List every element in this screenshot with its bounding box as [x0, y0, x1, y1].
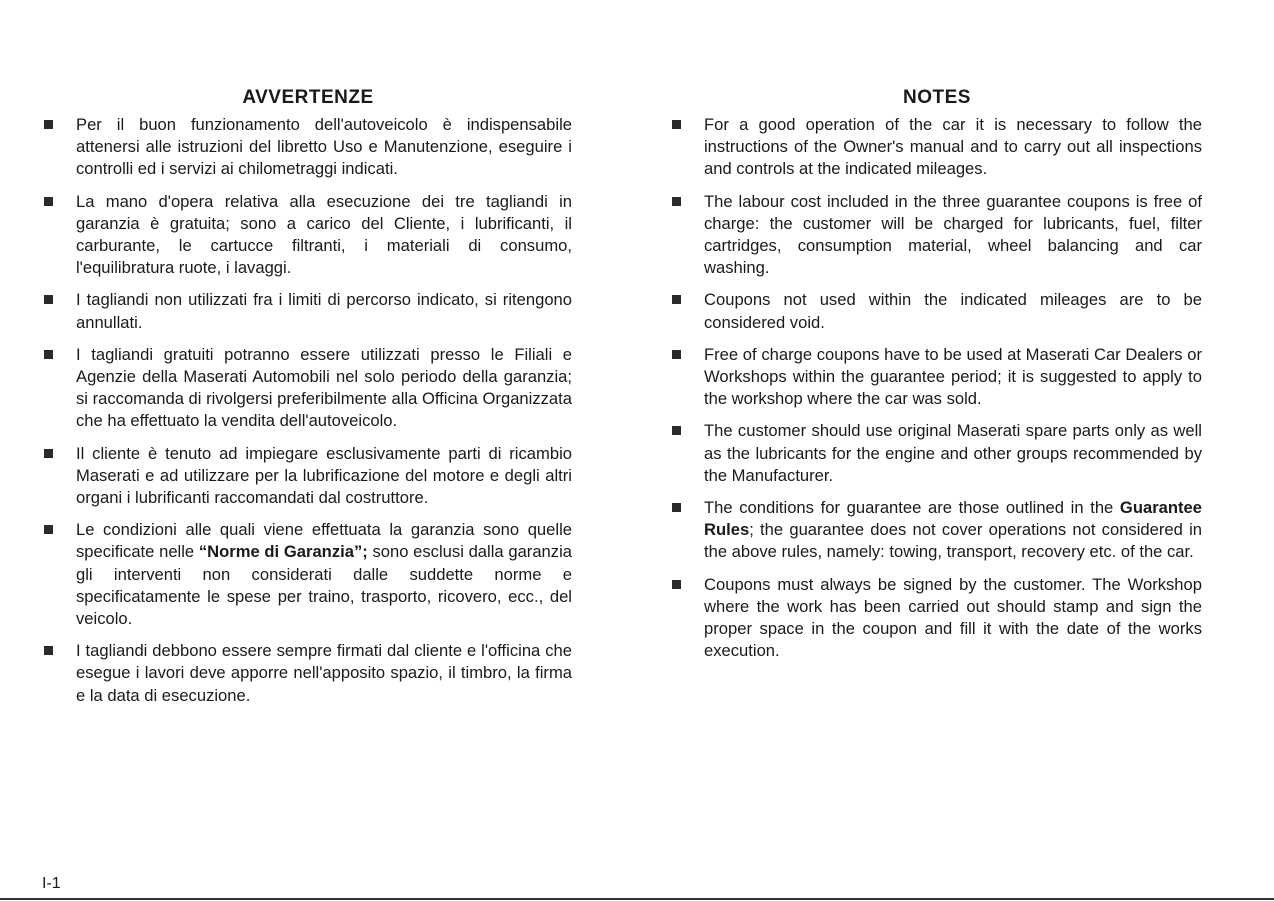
list-item [672, 114, 1202, 181]
square-bullet-icon [672, 580, 681, 589]
page-number: I-1 [42, 875, 61, 892]
square-bullet-icon [672, 120, 681, 129]
item-text-part: sono esclusi dalla garanzia gli interventi non considerati dalle suddette norme e specificatamente le spese per traino, trasporto, ricovero, ecc., del veicolo. [76, 542, 572, 629]
item-text: I tagliandi debbono essere sempre firmati dal cliente e l'officina che esegue i lavori deve apporre nell'apposito spazio, il timbro, la firma e la data di esecuzione. [76, 641, 572, 705]
guarantee-rules-reference: “Norme di Garanzia”; [198, 542, 368, 562]
item-text [76, 519, 572, 630]
list-item [44, 289, 572, 333]
item-text: Per il buon funzionamento dell'autoveicolo è indispensabile attenersi alle istruzioni del libretto Uso e Manutenzione, eseguire i controlli ed i servizi ai chilometraggi indicati. [76, 115, 572, 179]
item-text: The customer should use original Maserati spare parts only as well as the lubricants for the engine and other groups recommended by the Manufacturer. [704, 421, 1202, 485]
list-item [44, 640, 572, 707]
item-text-part: Le condizioni alle quali viene effettuata la garanzia sono quelle specificate nelle [76, 520, 572, 562]
list-item [672, 344, 1202, 411]
list-item [672, 420, 1202, 487]
square-bullet-icon [44, 350, 53, 359]
square-bullet-icon [44, 525, 53, 534]
item-text-part: The conditions for guarantee are those outlined in the [704, 498, 1120, 518]
list-item [672, 574, 1202, 663]
square-bullet-icon [44, 449, 53, 458]
english-column [672, 86, 1202, 672]
item-text: I tagliandi non utilizzati fra i limiti di percorso indicato, si ritengono annullati. [76, 290, 572, 332]
item-text [704, 497, 1202, 564]
item-text: Il cliente è tenuto ad impiegare esclusivamente parti di ricambio Maserati e ad utilizzare per la lubrificazione del motore e degli altri organi i lubrificanti raccomandati dal costruttore. [76, 443, 572, 508]
list-item [672, 191, 1202, 280]
square-bullet-icon [672, 350, 681, 359]
italian-column [44, 86, 572, 717]
item-text: Coupons must always be signed by the customer. The Workshop where the work has been carried out should stamp and sign the proper space in the coupon and fill it with the date of the works execution. [704, 574, 1202, 661]
item-text-part: ; the guarantee does not cover operations not considered in the above rules, namely: towing, transport, recovery etc. of the car. [704, 520, 1202, 562]
square-bullet-icon [44, 646, 53, 655]
list-item [672, 497, 1202, 564]
item-text: For a good operation of the car it is necessary to follow the instructions of the Owner's manual and to carry out all inspections and controls at the indicated mileages. [704, 115, 1202, 179]
list-item [672, 289, 1202, 333]
item-text: Coupons not used within the indicated mileages are to be considered void. [704, 290, 1202, 332]
page-bottom-rule [0, 898, 1274, 900]
item-text: La mano d'opera relativa alla esecuzione dei tre tagliandi in garanzia è gratuita; sono a carico del Cliente, i lubrificanti, il carburante, le cartucce filtranti, i materiali di consumo, l'equilibratura ruote, i lavaggi. [76, 191, 572, 278]
list-item [44, 114, 572, 181]
square-bullet-icon [44, 197, 53, 206]
italian-heading: AVVERTENZE [242, 87, 374, 108]
item-text: I tagliandi gratuiti potranno essere utilizzati presso le Filiali e Agenzie della Maserati Automobili nel solo periodo della garanzia; si raccomanda di rivolgersi preferibilmente alla Officina Organizzata che ha effettuato la vendita dell'autoveicolo. [76, 344, 572, 431]
square-bullet-icon [672, 503, 681, 512]
list-item [44, 344, 572, 433]
list-item [44, 191, 572, 280]
square-bullet-icon [672, 197, 681, 206]
item-text: Free of charge coupons have to be used at Maserati Car Dealers or Workshops within the guarantee period; it is suggested to apply to the workshop where the car was sold. [704, 344, 1202, 409]
square-bullet-icon [44, 295, 53, 304]
list-item [44, 443, 572, 510]
square-bullet-icon [672, 295, 681, 304]
guarantee-rules-reference: Guarantee Rules [704, 498, 1202, 540]
list-item [44, 519, 572, 630]
item-text: The labour cost included in the three guarantee coupons is free of charge: the customer will be charged for lubricants, fuel, filter cartridges, consumption material, wheel balancing and car washing. [704, 191, 1202, 278]
square-bullet-icon [44, 120, 53, 129]
english-heading: NOTES [903, 87, 971, 108]
square-bullet-icon [672, 426, 681, 435]
